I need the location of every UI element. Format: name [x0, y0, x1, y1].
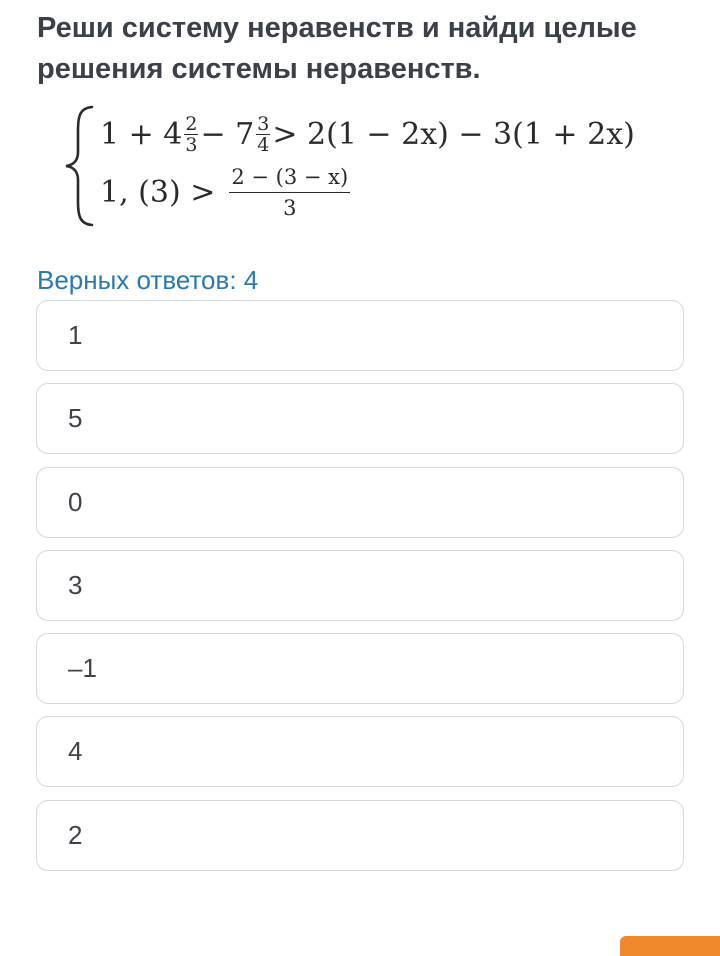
fraction-rhs — [229, 164, 350, 221]
fraction-denominator: 3 — [283, 196, 297, 220]
answer-option[interactable] — [36, 800, 684, 871]
answer-options-list — [36, 300, 684, 883]
inequality-1 — [100, 114, 635, 155]
inequality-1-part-b: − 7 — [200, 116, 255, 152]
answer-option-label: 0 — [68, 486, 83, 517]
left-brace — [64, 104, 98, 228]
inequality-1-part-a: 1 + 4 — [100, 116, 183, 152]
inequality-2 — [100, 164, 352, 221]
answer-option[interactable] — [36, 716, 684, 787]
fraction-denominator: 4 — [257, 134, 270, 156]
inequality-2-lhs: 1, (3) > — [100, 174, 216, 210]
inequality-system — [64, 104, 684, 232]
fraction-numerator: 2 − (3 − x) — [229, 164, 350, 193]
correct-answers-count: Верных ответов: 4 — [37, 265, 259, 295]
answer-option-label: 1 — [68, 320, 83, 350]
answer-option-label: 2 — [68, 819, 83, 850]
answer-option-label: 5 — [68, 403, 83, 434]
fraction-denominator: 3 — [185, 134, 198, 156]
inequality-1-part-c: > 2(1 − 2x) − 3(1 + 2x) — [272, 116, 635, 152]
answer-option[interactable] — [36, 300, 684, 371]
answer-option-label: 4 — [68, 736, 83, 767]
task-title: Реши систему неравенств и найди целые решения системы неравенств. — [37, 12, 637, 85]
fraction-three-quarters — [256, 114, 270, 155]
fraction-two-thirds — [184, 114, 198, 155]
next-button[interactable] — [620, 936, 720, 956]
answer-option[interactable] — [36, 633, 684, 704]
answer-option[interactable] — [36, 383, 684, 454]
fraction-numerator: 3 — [257, 113, 270, 135]
answer-option[interactable] — [36, 467, 684, 538]
answer-option-label: 3 — [68, 569, 83, 600]
fraction-numerator: 2 — [185, 113, 198, 135]
answer-option-label: –1 — [68, 653, 97, 684]
answer-option[interactable] — [36, 550, 684, 621]
